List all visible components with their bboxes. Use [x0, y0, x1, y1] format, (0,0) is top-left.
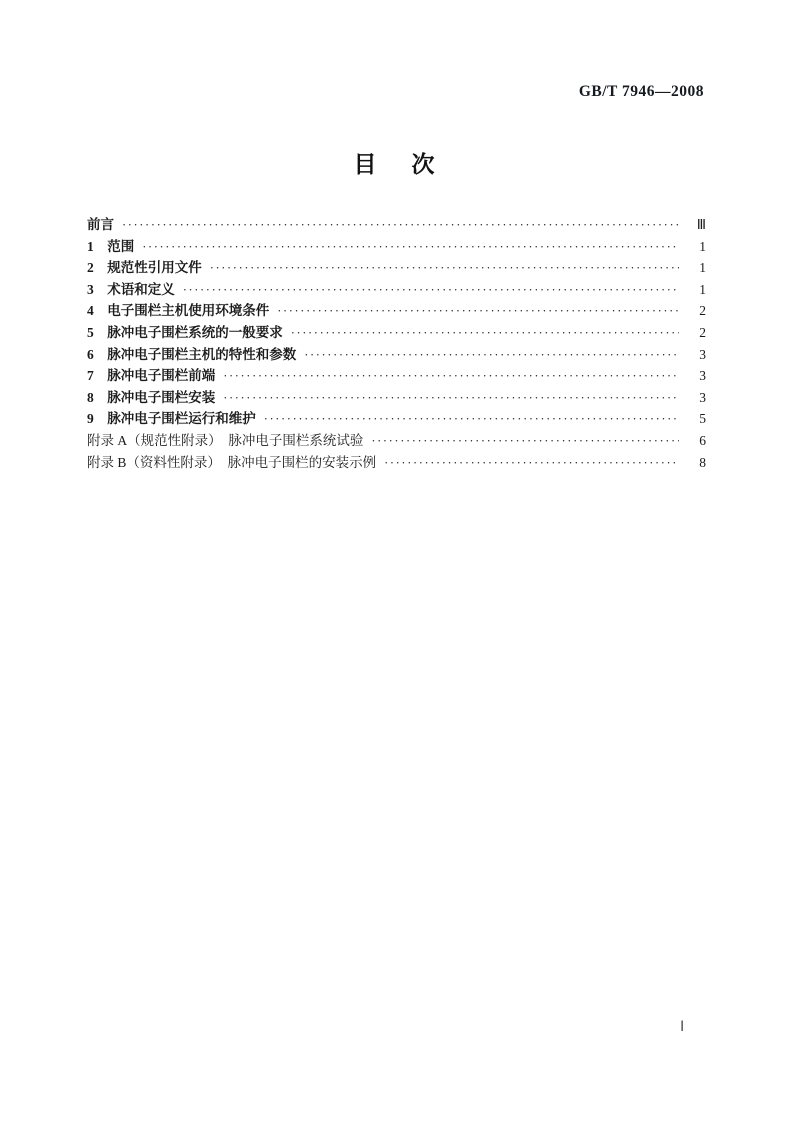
dot-leader: [277, 301, 679, 323]
toc-entry-label: 6 脉冲电子围栏主机的特性和参数: [87, 346, 297, 362]
dot-leader: [142, 237, 679, 259]
toc-entry-label: 8 脉冲电子围栏安装: [87, 389, 216, 405]
dot-leader: [183, 280, 679, 302]
dot-leader: [264, 409, 679, 431]
dot-leader: [223, 388, 679, 410]
toc-entry-7: [87, 365, 706, 387]
toc-entry-page: Ⅲ: [696, 217, 706, 232]
dot-leader: [304, 345, 679, 367]
toc-entry-page: 6: [699, 432, 706, 448]
toc-entry-page: 1: [699, 260, 706, 276]
dot-leader: [371, 431, 679, 453]
toc-entry-label: 前言: [87, 217, 114, 232]
toc-entry-page: 3: [699, 346, 706, 362]
toc-entry-page: 2: [699, 303, 706, 319]
page-title: 目 次: [353, 152, 441, 177]
toc-entry-page: 8: [699, 454, 706, 470]
toc-entry-label: 附录 B（资料性附录） 脉冲电子围栏的安装示例: [87, 454, 377, 470]
toc-entry-label: 1 范围: [87, 238, 135, 254]
toc-entry-5: [87, 322, 706, 344]
dot-leader: [384, 453, 679, 475]
toc-entry-label: 9 脉冲电子围栏运行和维护: [87, 411, 256, 427]
dot-leader: [291, 323, 679, 345]
toc-entry-6: [87, 344, 706, 366]
toc-entry-label: 2 规范性引用文件: [87, 260, 202, 276]
toc-entry-page: 2: [699, 324, 706, 340]
toc-entry-page: 3: [699, 368, 706, 384]
toc-entry-9: [87, 408, 706, 430]
dot-leader: [223, 366, 679, 388]
toc-entry-label: 7 脉冲电子围栏前端: [87, 368, 216, 384]
toc-entry-appendix-b: [87, 452, 706, 474]
dot-leader: [122, 215, 679, 237]
toc-entry-page: 3: [699, 389, 706, 405]
toc-entry-label: 4 电子围栏主机使用环境条件: [87, 303, 270, 319]
toc-entry-8: [87, 387, 706, 409]
table-of-contents: [87, 214, 706, 473]
toc-entry-page: 1: [699, 281, 706, 297]
standard-number-header: GB/T 7946—2008: [578, 83, 704, 100]
toc-entry-1: [87, 236, 706, 258]
toc-entry-foreword: [87, 214, 706, 236]
toc-entry-page: 1: [699, 238, 706, 254]
toc-entry-appendix-a: [87, 430, 706, 452]
toc-entry-label: 5 脉冲电子围栏系统的一般要求: [87, 324, 283, 340]
toc-entry-label: 附录 A（规范性附录） 脉冲电子围栏系统试验: [87, 432, 364, 448]
toc-entry-4: [87, 300, 706, 322]
footer-page-number: Ⅰ: [680, 1019, 685, 1035]
toc-entry-2: [87, 257, 706, 279]
dot-leader: [210, 258, 679, 280]
toc-entry-label: 3 术语和定义: [87, 281, 175, 297]
toc-entry-page: 5: [699, 411, 706, 427]
toc-entry-3: [87, 279, 706, 301]
